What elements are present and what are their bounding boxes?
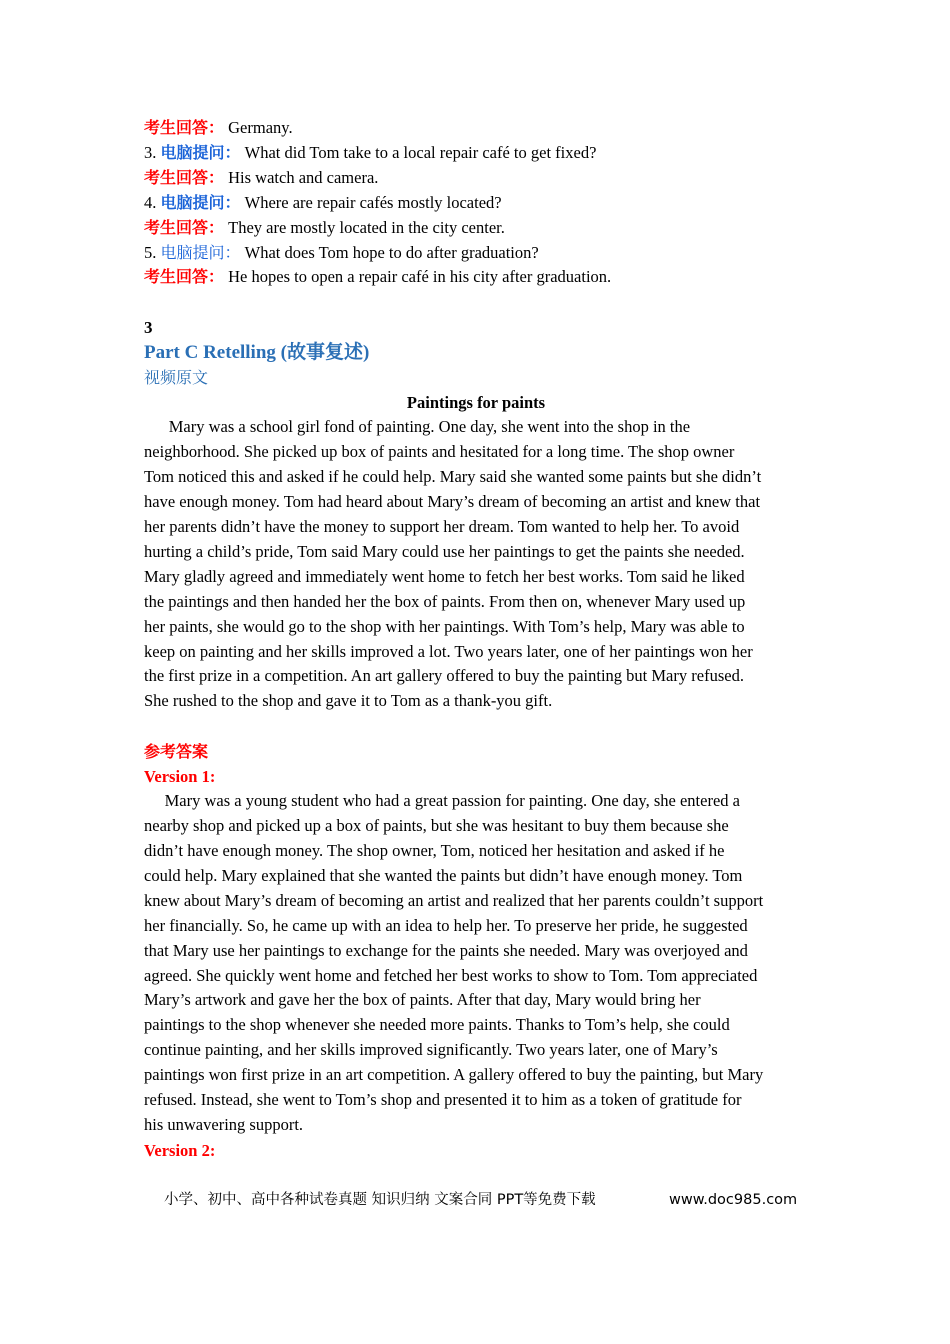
spacer: [144, 714, 808, 739]
question-number: 4.: [144, 192, 161, 212]
section-number: 3: [144, 318, 153, 338]
text-line: She rushed to the shop and gave it to Tom as a thank-you gift.: [144, 691, 553, 711]
question-text: What did Tom take to a local repair café to get fixed?: [244, 142, 597, 162]
answer-text: His watch and camera.: [228, 167, 379, 187]
text-line: Mary gladly agreed and immediately went home to fetch her best works. Tom said he liked: [144, 566, 745, 586]
question-label: 电脑提问：: [160, 192, 241, 212]
question-text: What does Tom hope to do after graduation?: [244, 242, 539, 262]
answer-label: 考生回答：: [144, 167, 225, 187]
answer-label: 考生回答：: [144, 267, 225, 287]
student-answer-line: [144, 216, 808, 241]
footer-text: 小学、初中、高中各种试卷真题 知识归纳 文案合同 PPT等免费下载: [164, 1192, 596, 1208]
question-label: 电脑提问：: [160, 142, 241, 162]
answer-text: Germany.: [228, 118, 293, 137]
student-answer-line: [144, 166, 808, 191]
text-line: her financially. So, he came up with an idea to help her. To preserve her pride, he suggested: [144, 915, 748, 935]
student-answer-line: [144, 265, 808, 290]
text-line: paintings won first prize in an art competition. A gallery offered to buy the painting, but Mary: [144, 1065, 764, 1085]
answer-label: 考生回答：: [144, 118, 225, 137]
version-1-paragraph: [144, 789, 808, 1138]
answer-text: He hopes to open a repair café in his city after graduation.: [228, 267, 612, 287]
text-line: continue painting, and her skills improved significantly. Two years later, one of Mary’s: [144, 1040, 718, 1060]
text-line: Mary’s artwork and gave her the box of paints. After that day, Mary would bring her: [144, 990, 701, 1010]
computer-question-line: [144, 241, 808, 266]
version-1-label: Version 1:: [144, 767, 216, 787]
question-text: Where are repair cafés mostly located?: [244, 192, 502, 212]
text-line: his unwavering support.: [144, 1115, 304, 1134]
computer-question-line: [144, 141, 808, 166]
document-page: [144, 116, 808, 1163]
text-line: Tom noticed this and asked if he could help. Mary said she wanted some paints but she didn’t: [144, 467, 762, 487]
text-line: hurting a child’s pride, Tom said Mary could use her paintings to get the paints she needed.: [144, 541, 745, 561]
spacer: [144, 290, 808, 315]
text-line: paintings to the shop whenever she needed more paints. Thanks to Tom’s help, she could: [144, 1015, 730, 1035]
text-line: that Mary use her paintings to exchange for the paints she needed. Mary was overjoyed and: [144, 940, 748, 960]
text-line: knew about Mary’s dream of becoming an artist and realized that her parents couldn’t support: [144, 890, 764, 910]
answer-text: They are mostly located in the city center.: [228, 217, 505, 237]
text-line: the first prize in a competition. An art gallery offered to buy the painting but Mary refused.: [144, 666, 744, 686]
text-line: have enough money. Tom had heard about Mary’s dream of becoming an artist and knew that: [144, 492, 761, 512]
text-line: refused. Instead, she went to Tom’s shop and presented it to him as a token of gratitude for: [144, 1090, 742, 1110]
version-2-label: Version 2:: [144, 1140, 216, 1160]
text-line: Mary was a young student who had a great passion for painting. One day, she entered a: [144, 791, 740, 811]
computer-question-line: [144, 191, 808, 216]
text-line: nearby shop and picked up a box of paints, but she was hesitant to buy them because she: [144, 816, 729, 836]
text-line: the paintings and then handed her the box of paints. From then on, whenever Mary used up: [144, 591, 746, 611]
text-line: her paints, she would go to the shop with her paintings. With Tom’s help, Mary was able to: [144, 616, 745, 636]
question-number: 3.: [144, 142, 161, 162]
answer-label: 参考答案: [144, 742, 209, 762]
text-line: didn’t have enough money. The shop owner, Tom, noticed her hesitation and asked if he: [144, 841, 725, 861]
text-line: keep on painting and her skills improved a lot. Two years later, one of her paintings won her: [144, 641, 753, 661]
story-paragraph: [144, 415, 808, 714]
answer-label: 考生回答：: [144, 217, 225, 237]
part-title: Part C Retelling (故事复述): [144, 342, 370, 364]
student-answer-line: [144, 116, 808, 141]
video-label: 视频原文: [144, 368, 209, 388]
question-label: 电脑提问：: [160, 242, 241, 262]
question-number: 5.: [144, 242, 161, 262]
footer-url[interactable]: www.doc985.com: [669, 1192, 798, 1208]
story-title: Paintings for paints: [406, 393, 546, 413]
text-line: agreed. She quickly went home and fetched her best works to show to Tom. Tom appreciated: [144, 965, 758, 985]
page-footer: [164, 1188, 804, 1212]
text-line: neighborhood. She picked up box of paints and hesitated for a long time. The shop owner: [144, 442, 735, 462]
qa-list: [144, 116, 808, 290]
text-line: could help. Mary explained that she wanted the paints but didn’t have enough money. Tom: [144, 865, 743, 885]
text-line: Mary was a school girl fond of painting. One day, she went into the shop in the: [144, 417, 691, 437]
text-line: her parents didn’t have the money to support her dream. Tom wanted to help her. To avoid: [144, 516, 740, 536]
